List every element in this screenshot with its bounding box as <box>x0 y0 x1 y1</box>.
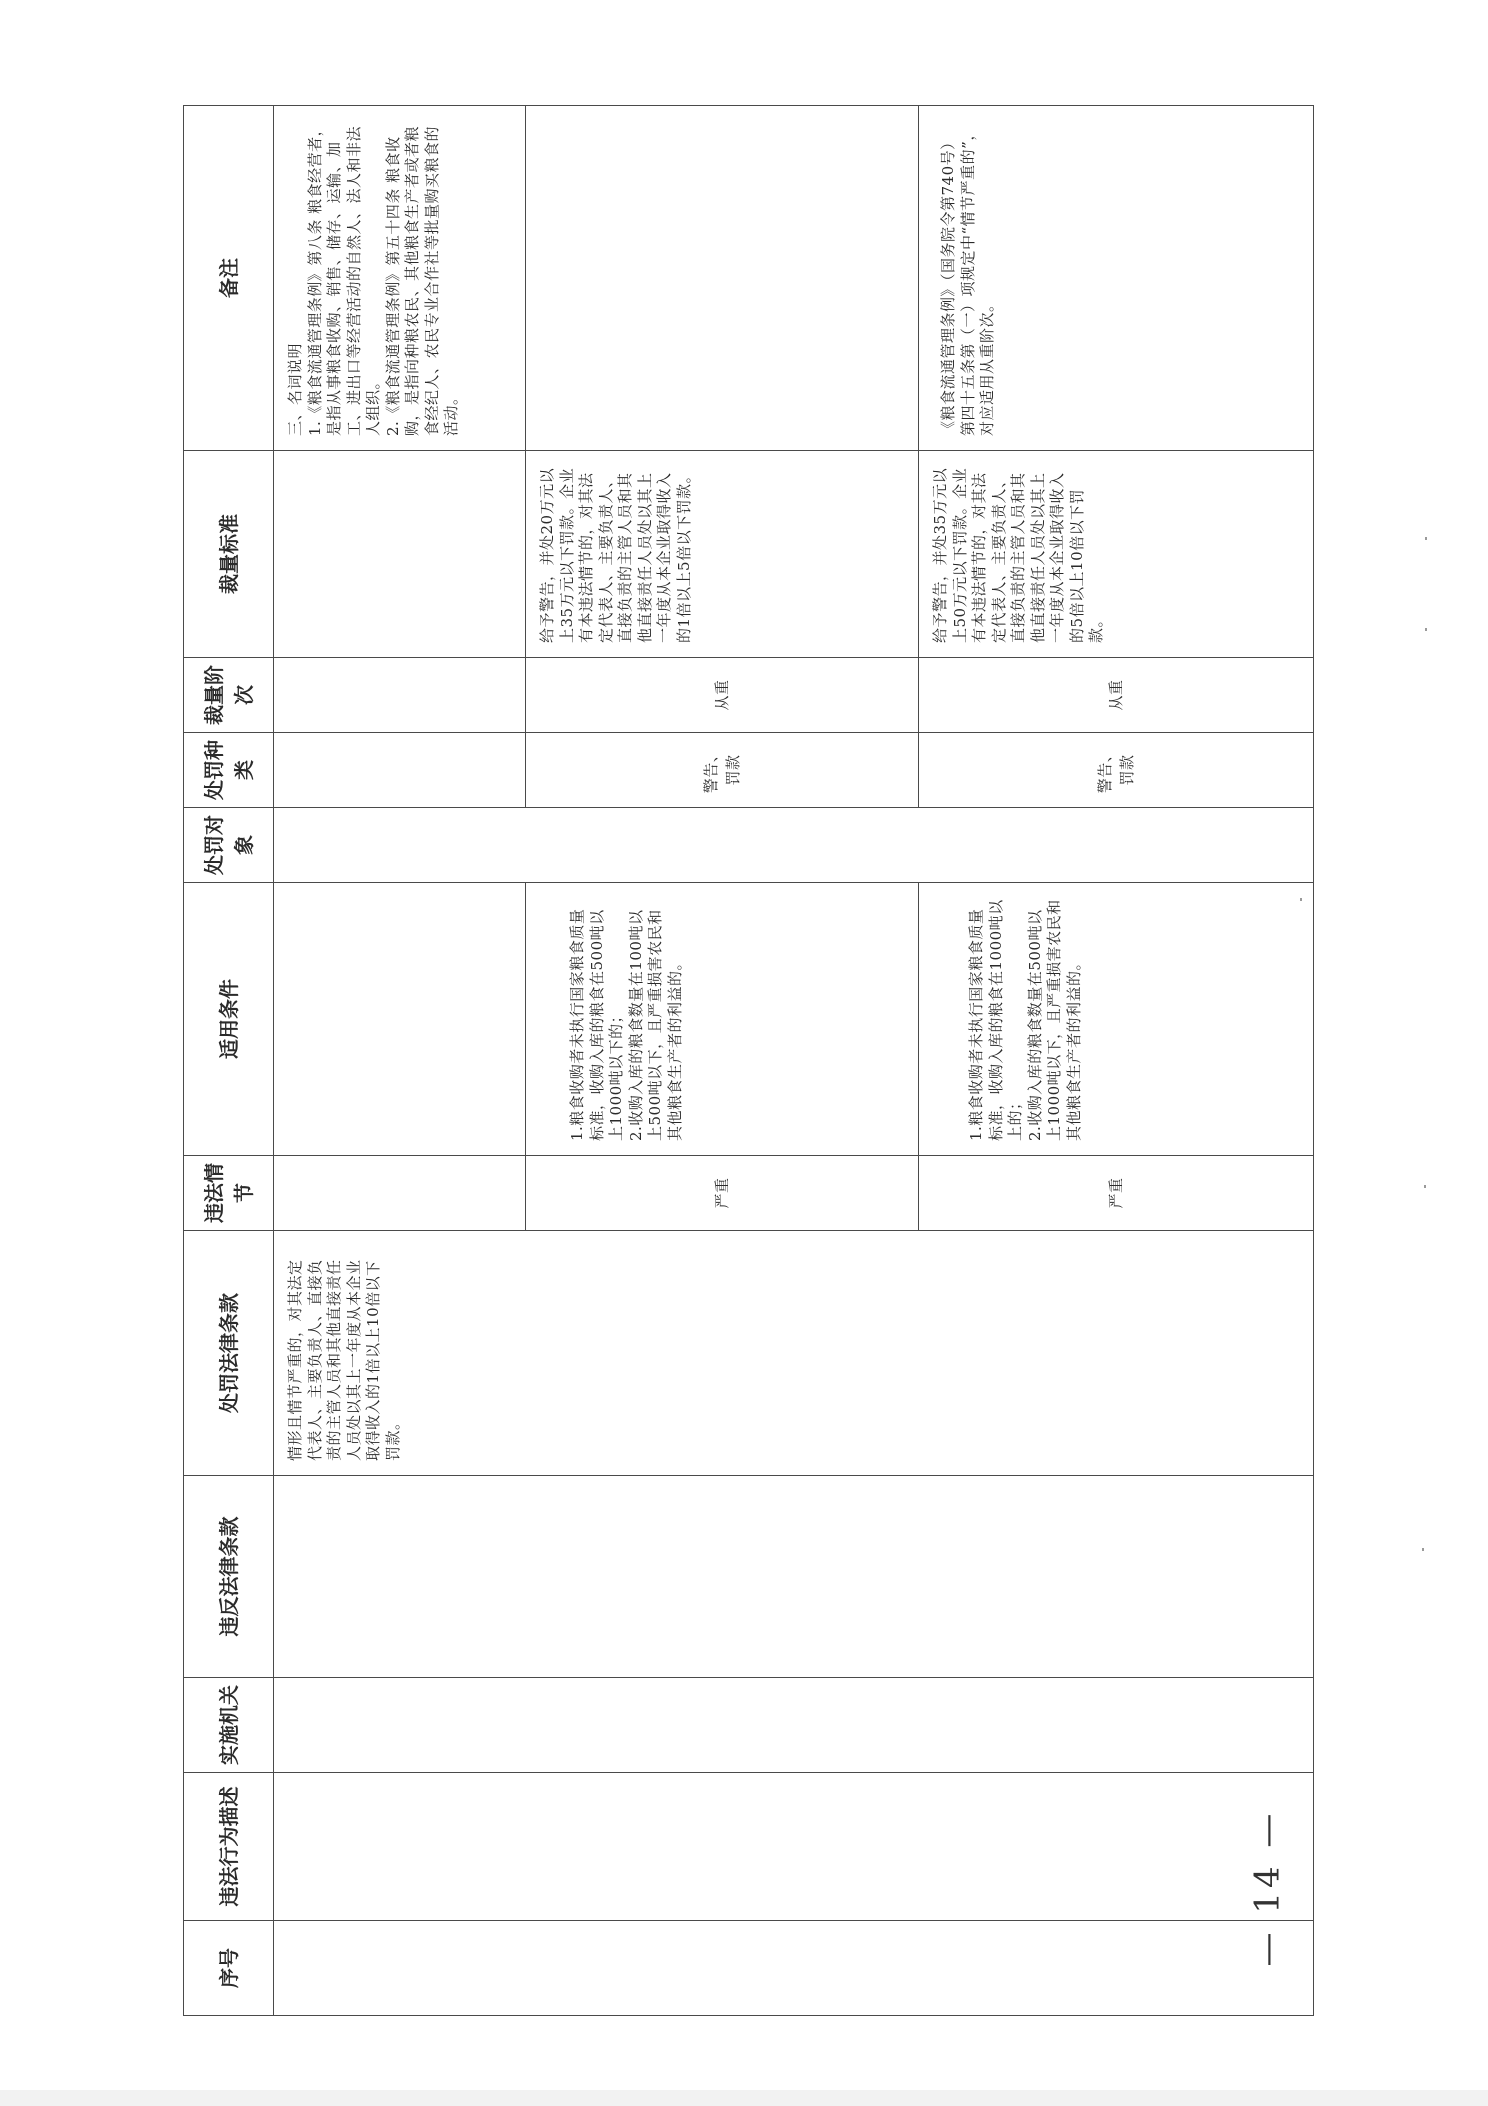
header-circumstance: 违法情节 <box>184 1156 274 1231</box>
cell-behavior <box>274 1773 1314 1921</box>
penalty-type-text: 警告、罚款 <box>1096 746 1136 794</box>
cell-circumstance <box>919 1156 1314 1231</box>
cell-penalty-type <box>919 733 1314 808</box>
level-text: 从重 <box>713 679 731 711</box>
level-text: 从重 <box>1107 679 1125 711</box>
header-standard: 裁量标准 <box>184 451 274 658</box>
penalty-type-text: 警告、罚款 <box>702 746 742 794</box>
header-agency: 实施机关 <box>184 1678 274 1773</box>
cell-standard <box>919 451 1314 658</box>
header-behavior: 违法行为描述 <box>184 1773 274 1921</box>
conditions-text: 1.粮食收购者未执行国家粮食质量标准，收购入库的粮食在1000吨以上的； 2.收购入库的粮食数量在500吨以上1000吨以下，且严重损害农民和其他粮食生产者的利益的。 <box>967 899 1083 1141</box>
cell-seq <box>274 1921 1314 2016</box>
standard-text: 给予警告，并处20万元以上35万元以下罚款。企业有本违法情节的，对其法定代表人、主要负责人、直接负责的主管人员和其他直接责任人员处以其上一年度从本企业取得收入的1倍以上5倍以下罚款。 <box>538 467 693 643</box>
cell-standard <box>274 451 526 658</box>
cell-level <box>919 658 1314 733</box>
page-number <box>1232 1748 1302 2028</box>
header-level: 裁量阶次 <box>184 658 274 733</box>
cell-note <box>919 106 1314 451</box>
note-definitions: 三、名词说明 1.《粮食流通管理条例》第八条 粮食经营者，是指从事粮食收购、销售、储存、运输、加工、进出口等经营活动的自然人、法人和非法人组织。 2.《粮食流通管理条例》第五十四条 粮食收购，是指向种粮农民、其他粮食生产者或者粮食经纪人、农民专业合作社等批量购买粮食的活动。 <box>286 120 460 436</box>
cell-penalty-type <box>526 733 919 808</box>
cell-penalty-clause <box>274 1231 1314 1476</box>
table-row <box>274 106 526 2016</box>
header-row <box>184 106 274 2016</box>
scan-speck <box>1422 1548 1424 1551</box>
header-violated-clause: 违反法律条款 <box>184 1476 274 1678</box>
page-number-text: — 14 — <box>1247 1809 1288 1967</box>
rotated-table-page <box>183 106 1313 2016</box>
scan-bottom-edge <box>0 2090 1488 2106</box>
cell-standard <box>526 451 919 658</box>
cell-note <box>274 106 526 451</box>
header-note: 备注 <box>184 106 274 451</box>
cell-agency <box>274 1678 1314 1773</box>
scan-speck <box>1300 898 1302 901</box>
scan-speck <box>1425 537 1427 540</box>
circumstance-text: 严重 <box>713 1177 731 1209</box>
cell-conditions <box>526 883 919 1156</box>
standard-text: 给予警告，并处35万元以上50万元以下罚款。企业有本违法情节的，对其法定代表人、主要负责人、直接负责的主管人员和其他直接责任人员处以其上一年度从本企业取得收入的5倍以上10倍以下罚款。 <box>931 467 1105 643</box>
header-penalty-clause: 处罚法律条款 <box>184 1231 274 1476</box>
cell-circumstance <box>526 1156 919 1231</box>
cell-penalty-type <box>274 733 526 808</box>
header-target: 处罚对象 <box>184 808 274 883</box>
header-conditions: 适用条件 <box>184 883 274 1156</box>
penalty-discretion-table <box>183 105 1314 2016</box>
cell-violated-clause <box>274 1476 1314 1678</box>
cell-circumstance <box>274 1156 526 1231</box>
penalty-clause-text: 情形且情节严重的，对其法定代表人、主要负责人、直接负责的主管人员和其他直接责任人员处以其上一年度从本企业取得收入的1倍以上10倍以下罚款。 <box>286 1259 402 1461</box>
cell-conditions <box>274 883 526 1156</box>
header-seq: 序号 <box>184 1921 274 2016</box>
circumstance-text: 严重 <box>1107 1177 1125 1209</box>
header-penalty-type: 处罚种类 <box>184 733 274 808</box>
cell-level <box>526 658 919 733</box>
note-text: 《粮食流通管理条例》（国务院令第740号）第四十五条第（一）项规定中“情节严重的”，对应适用从重阶次。 <box>939 125 996 436</box>
cell-note <box>526 106 919 451</box>
conditions-text: 1.粮食收购者未执行国家粮食质量标准，收购入库的粮食在500吨以上1000吨以下的； 2.收购入库的粮食数量在100吨以上500吨以下，且严重损害农民和其他粮食生产者的利益的。 <box>568 908 684 1141</box>
scan-speck <box>1425 628 1427 631</box>
cell-conditions <box>919 883 1314 1156</box>
scan-speck <box>1424 1185 1426 1188</box>
cell-level <box>274 658 526 733</box>
cell-target <box>274 808 1314 883</box>
